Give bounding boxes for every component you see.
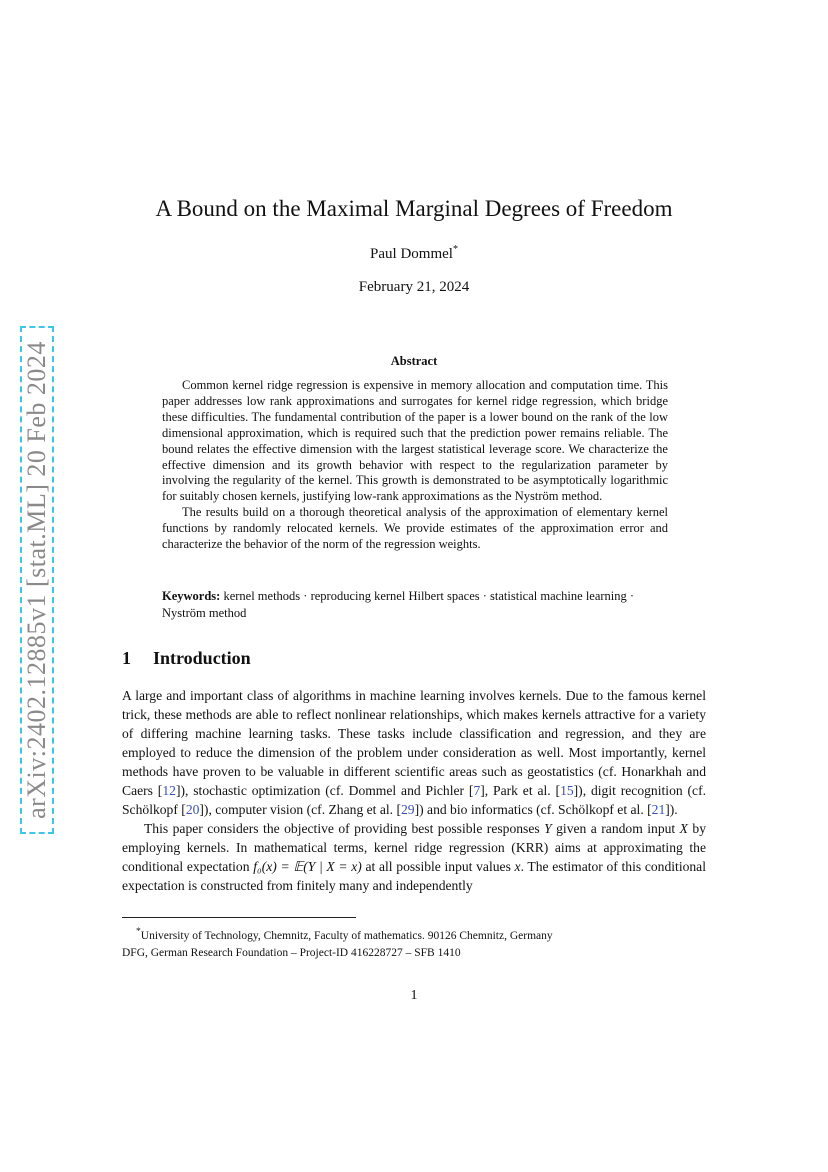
footnote-mark: * xyxy=(136,926,141,937)
section-number: 1 xyxy=(122,648,131,668)
text-run: ]), digit recognition (cf. Schölkopf [ xyxy=(122,783,707,817)
footnote-affiliation xyxy=(122,923,706,945)
footnote-funding: DFG, German Research Foundation – Project-ID 416228727 – SFB 1410 xyxy=(122,946,461,959)
paper-date: February 21, 2024 xyxy=(358,279,470,295)
citation-link[interactable]: 21 xyxy=(651,802,666,817)
author-name: Paul Dommel xyxy=(370,246,453,262)
abstract-body xyxy=(162,378,668,553)
arxiv-identifier-text: arXiv:2402.12885v1 [stat.ML] 20 Feb 2024 xyxy=(22,341,51,819)
text-run: given a random input xyxy=(551,821,680,836)
author-footnote-mark: * xyxy=(452,244,458,255)
introduction-body xyxy=(122,686,706,895)
section-title: Introduction xyxy=(153,648,251,668)
text-run: ]). xyxy=(665,802,678,817)
section-heading-introduction xyxy=(122,648,251,669)
abstract-paragraph: The results build on a thorough theoretical analysis of the approximation of elementary kernel functions by randomly relocated kernels. We provide estimates of the approximation error and characterize the behavior of the norm of the regression weights. xyxy=(162,505,668,552)
paper-author xyxy=(0,244,828,263)
text-run: A large and important class of algorithms in machine learning involves kernels. Due to the famous kernel trick, these methods are able to reflect nonlinear relationships, which makes kernels attractive for a variety of differing machine learning tasks. These tasks include classification and regression, and they are employed to reduce the dimension of the problem under consideration as well. Most importantly, kernel methods have proven to be valuable in different scientific areas such as geostatistics (cf. Honarkhah and Caers [ xyxy=(122,688,706,798)
text-run: ], Park et al. [ xyxy=(480,783,561,798)
footnote xyxy=(122,923,706,962)
math-variable: x xyxy=(514,859,521,874)
keywords-text: kernel methods · reproducing kernel Hilbert spaces · statistical machine learning · Nyström method xyxy=(162,589,635,620)
text-run: This paper considers the objective of providing best possible responses xyxy=(144,821,545,836)
arxiv-identifier-stamp xyxy=(20,326,54,834)
footnote-line: University of Technology, Chemnitz, Faculty of mathematics. 90126 Chemnitz, Germany xyxy=(140,929,553,942)
math-variable: X xyxy=(679,821,688,836)
math-variable: Y xyxy=(544,821,552,836)
text-run: . The estimator of this conditional expectation is constructed from finitely many and independently xyxy=(122,859,706,893)
abstract-heading: Abstract xyxy=(390,354,438,368)
text-run: ]), stochastic optimization (cf. Dommel and Pichler [ xyxy=(175,783,474,798)
abstract-paragraph: Common kernel ridge regression is expensive in memory allocation and computation time. This paper addresses low rank approximations and surrogates for kernel ridge regression, which bridge these difficulties. The fundamental contribution of the paper is a lower bound on the rank of the low dimensional approximation, which is required such that the prediction power remains reliable. The bound relates the effective dimension with the largest statistical leverage score. We characterize the effective dimension and its growth behavior with respect to the regularization parameter by involving the regularity of the kernel. This growth is demonstrated to be asymptotically logarithmic for suitably chosen kernels, justifying low-rank approximations as the Nyström method. xyxy=(162,378,668,504)
text-run: by employing kernels. In mathematical terms, kernel ridge regression (KRR) aims at approximating the conditional expectation xyxy=(122,821,706,874)
intro-paragraph-2 xyxy=(122,819,706,895)
citation-link[interactable]: 7 xyxy=(473,783,481,798)
citation-link[interactable]: 29 xyxy=(400,802,415,817)
paper-title: A Bound on the Maximal Marginal Degrees of Freedom xyxy=(155,196,673,221)
keywords-label: Keywords: xyxy=(162,589,221,603)
keywords xyxy=(162,588,668,621)
math-formula: f₀(x) = 𝔼(Y | X = x) xyxy=(253,859,362,874)
citation-link[interactable]: 20 xyxy=(185,802,200,817)
page-number: 1 xyxy=(410,988,418,1003)
text-run: ]) and bio informatics (cf. Schölkopf et al. [ xyxy=(414,802,652,817)
intro-paragraph-1 xyxy=(122,686,706,819)
text-run: at all possible input values xyxy=(361,859,515,874)
citation-link[interactable]: 15 xyxy=(560,783,574,798)
citation-link[interactable]: 12 xyxy=(162,783,176,798)
text-run: ]), computer vision (cf. Zhang et al. [ xyxy=(199,802,401,817)
footnote-separator xyxy=(122,917,356,918)
